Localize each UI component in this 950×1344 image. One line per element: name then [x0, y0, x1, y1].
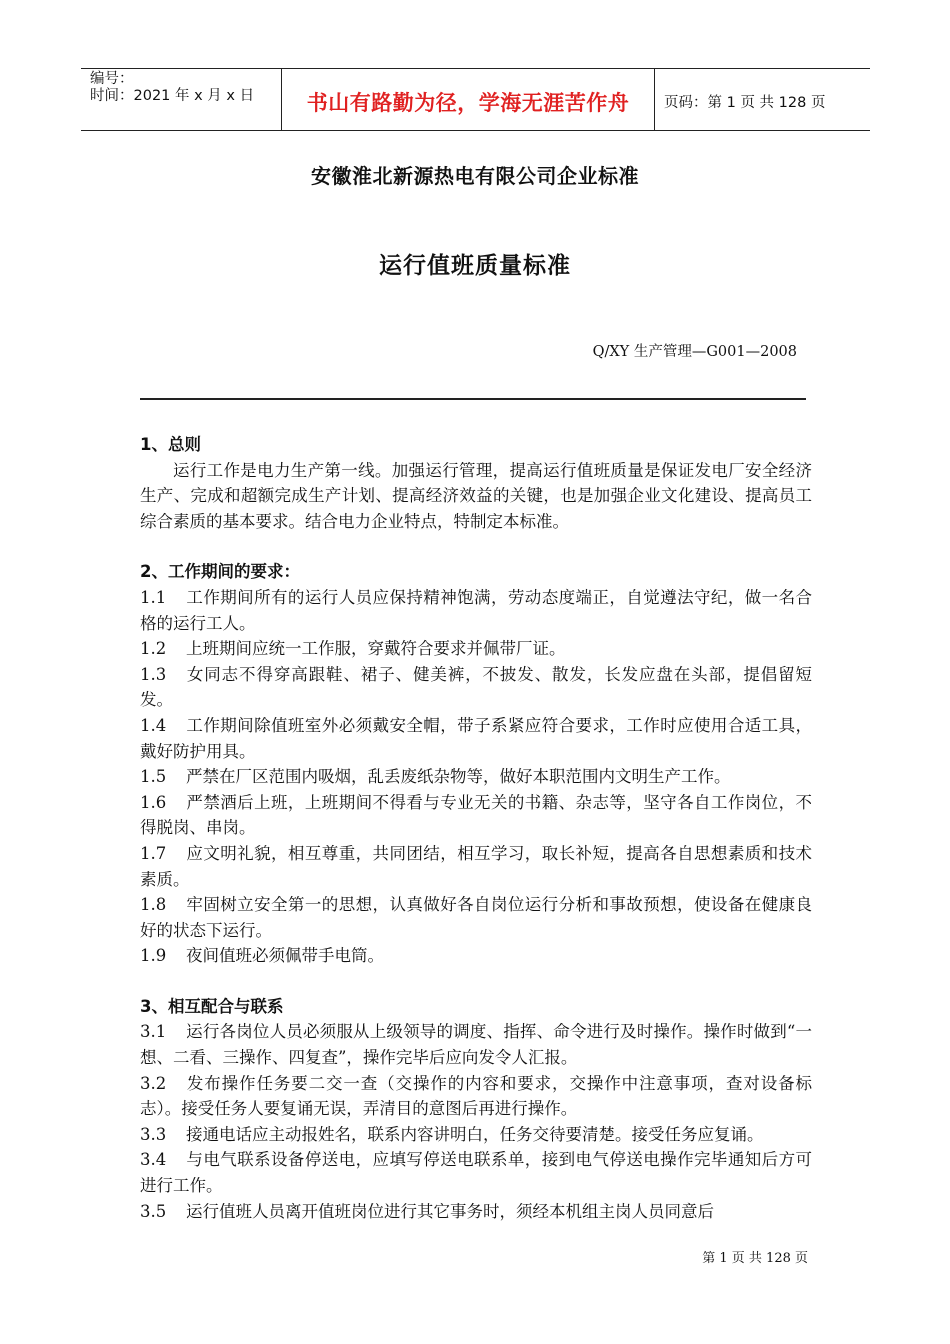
section-heading: 3、相互配合与联系 [140, 996, 284, 1016]
section-heading: 2、工作期间的要求： [140, 562, 300, 582]
item-number: 3.3 [140, 1124, 167, 1144]
list-item [140, 662, 812, 713]
item-text: 牢固树立安全第一的思想，认真做好各自岗位运行分析和事故预想，使设备在健康良好的状态下运行。 [140, 895, 812, 940]
item-number: 1.8 [140, 895, 167, 915]
item-text: 发布操作任务要二交一查（交操作的内容和要求，交操作中注意事项，查对设备标志）。接受任务人要复诵无误，弄清目的意图后再进行操作。 [140, 1073, 812, 1119]
item-text: 工作期间除值班室外必须戴安全帽，带子系紧应符合要求，工作时应使用合适工具，戴好防护用具。 [140, 715, 812, 761]
list-item [140, 841, 812, 892]
header-meta-cell [81, 69, 280, 130]
item-text: 严禁酒后上班，上班期间不得看与专业无关的书籍、杂志等，坚守各自工作岗位，不得脱岗、串岗。 [140, 792, 812, 838]
motto: 书山有路勤为径，学海无涯苦作舟 [306, 90, 630, 115]
item-text: 应文明礼貌，相互尊重，共同团结，相互学习，取长补短，提高各自思想素质和技术素质。 [140, 843, 812, 889]
item-text: 运行各岗位人员必须服从上级领导的调度、指挥、命令进行及时操作。操作时做到“一想、二看、三操作、四复查”，操作完毕后应向发令人汇报。 [140, 1022, 812, 1068]
item-text: 接通电话应主动报姓名，联系内容讲明白，任务交待要清楚。接受任务应复诵。 [186, 1124, 764, 1144]
list-item [140, 713, 812, 764]
page-info: 页码：第 1 页 共 128 页 [664, 95, 826, 111]
list-item [140, 790, 812, 841]
list-item [140, 943, 812, 969]
company-name: 安徽淮北新源热电有限公司企业标准 [311, 164, 639, 188]
item-number: 3.4 [140, 1150, 167, 1170]
item-number: 1.3 [140, 664, 167, 684]
number-label: 编号： [90, 71, 134, 87]
item-text: 夜间值班必须佩带手电筒。 [186, 946, 384, 966]
list-item [140, 636, 812, 662]
item-number: 1.1 [140, 587, 167, 607]
list-item [140, 1122, 812, 1148]
item-text: 严禁在厂区范围内吸烟，乱丢废纸杂物等，做好本职范围内文明生产工作。 [186, 767, 731, 787]
list-item [140, 1019, 812, 1070]
document-body [140, 432, 812, 1224]
item-number: 1.7 [140, 843, 167, 863]
list-item [140, 1071, 812, 1122]
list-item [140, 585, 812, 636]
item-text: 女同志不得穿高跟鞋、裙子、健美裤，不披发、散发，长发应盘在头部，提倡留短发。 [140, 664, 812, 710]
item-number: 3.5 [140, 1201, 167, 1221]
item-text: 与电气联系设备停送电，应填写停送电联系单，接到电气停送电操作完毕通知后方可进行工作。 [140, 1150, 812, 1196]
item-number: 1.2 [140, 639, 167, 659]
item-number: 1.4 [140, 715, 167, 735]
page-footer: 第 1 页 共 128 页 [702, 1251, 808, 1266]
document-number: Q/XY 生产管理—G001—2008 [592, 344, 797, 360]
item-text: 工作期间所有的运行人员应保持精神饱满，劳动态度端正，自觉遵法守纪，做一名合格的运行工人。 [140, 587, 812, 633]
list-item [140, 1199, 812, 1225]
time-label: 时间：2021 年 x 月 x 日 [90, 88, 255, 104]
section-heading: 1、总则 [140, 435, 201, 454]
document-title: 运行值班质量标准 [379, 252, 571, 279]
item-text: 上班期间应统一工作服，穿戴符合要求并佩带厂证。 [186, 639, 566, 659]
title-divider [140, 398, 806, 400]
item-text: 运行值班人员离开值班岗位进行其它事务时，须经本机组主岗人员同意后 [186, 1201, 714, 1221]
header-table [81, 68, 870, 131]
list-item [140, 1147, 812, 1198]
item-number: 1.5 [140, 767, 167, 787]
list-item [140, 764, 812, 790]
header-page-cell [655, 69, 870, 130]
item-number: 3.2 [140, 1073, 167, 1093]
list-item [140, 892, 812, 943]
header-motto-cell [281, 69, 655, 130]
item-number: 1.6 [140, 792, 167, 812]
section-paragraph: 运行工作是电力生产第一线。加强运行管理，提高运行值班质量是保证发电厂安全经济生产、完成和超额完成生产计划、提高经济效益的关键，也是加强企业文化建设、提高员工综合素质的基本要求。结合电力企业特点，特制定本标准。 [140, 460, 812, 531]
item-number: 1.9 [140, 946, 167, 966]
item-number: 3.1 [140, 1022, 167, 1042]
